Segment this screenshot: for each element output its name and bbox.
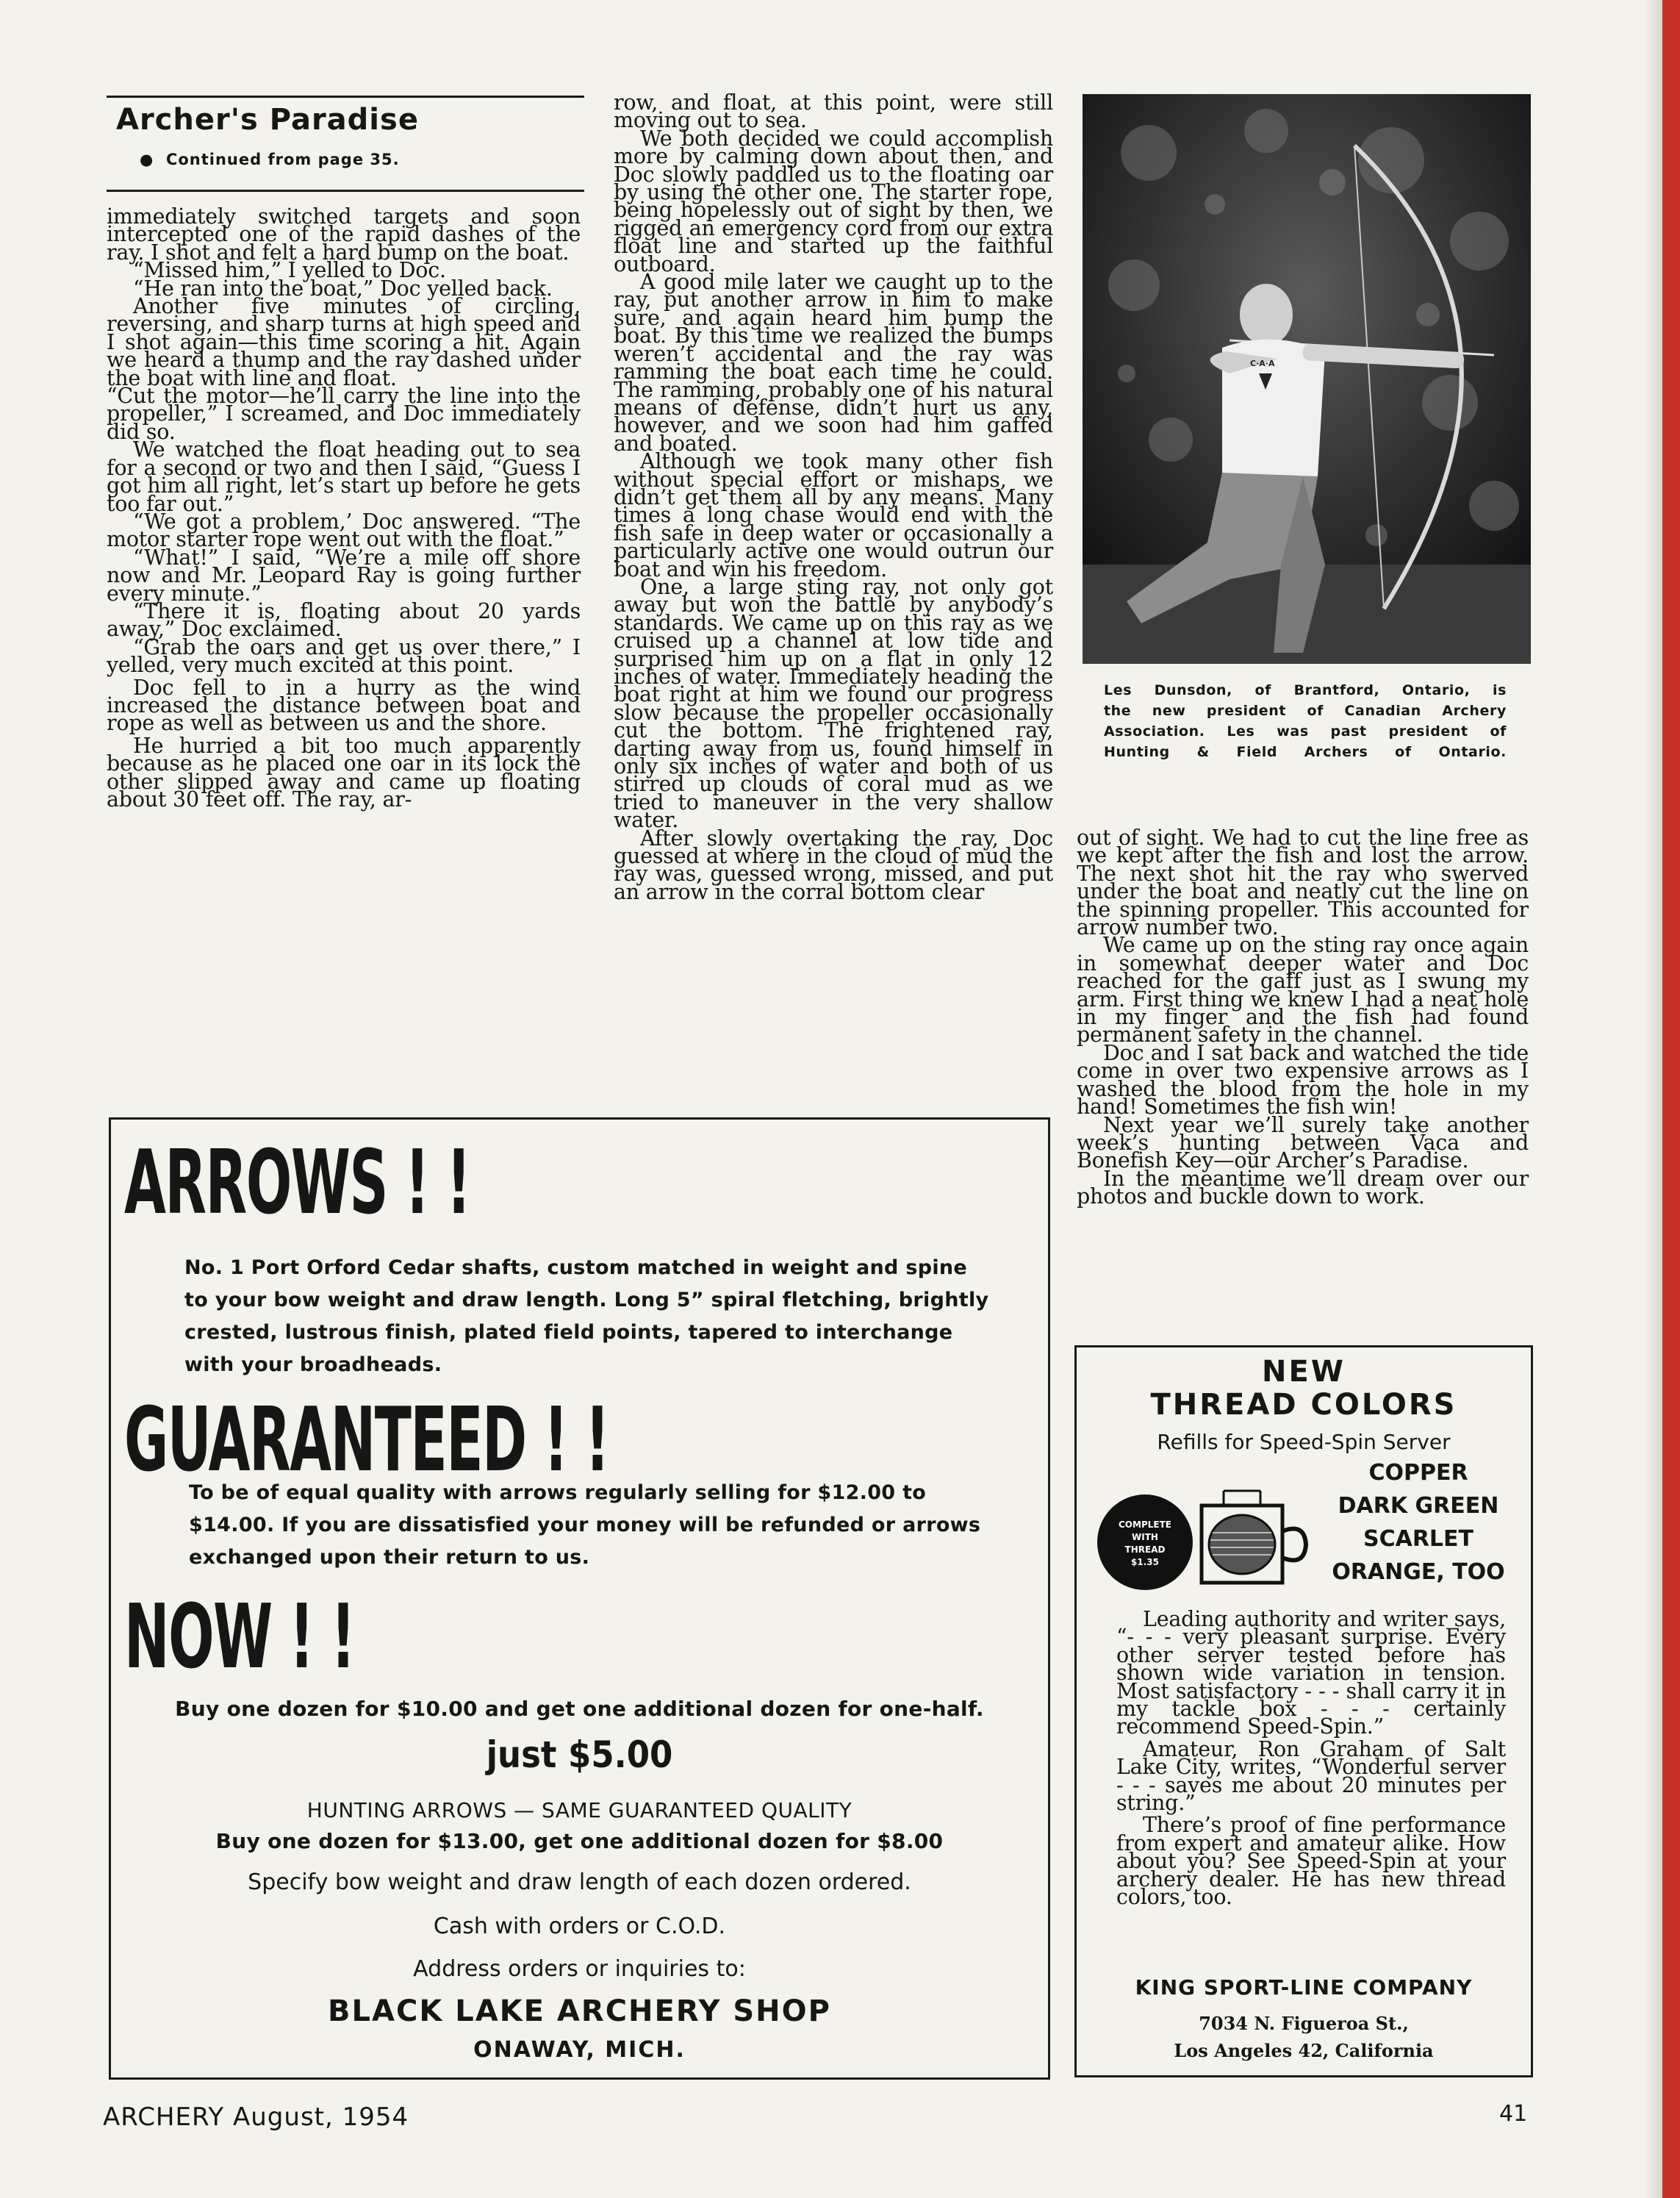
badge-line: $1.35 <box>1131 1557 1159 1567</box>
paragraph: He hurried a bit too much apparently because as he placed one oar in its lock the other slipped away and came up floating about 30 feet off. The ray, ar- <box>107 733 581 812</box>
paragraph: Doc fell to in a hurry as the wind increased the distance between boat and rope as well as between us and the shore. <box>107 675 581 736</box>
thread-color: ORANGE, TOO <box>1332 1559 1505 1585</box>
paragraph: Doc and I sat back and watched the tide come in over two expensive arrows as I washed the blood from the hole in my hand! Sometimes the fish win! <box>1077 1040 1529 1120</box>
shirt-logo-text: C·A·A <box>1250 359 1275 368</box>
ad-price: just $5.00 <box>486 1733 673 1776</box>
ad-shop-city: ONAWAY, MICH. <box>473 2037 686 2063</box>
ad-address-label: Address orders or inquiries to: <box>413 1956 746 1982</box>
article-title: Archer's Paradise <box>116 103 419 137</box>
ad-specify: Specify bow weight and draw length of each dozen ordered. <box>248 1869 911 1895</box>
archer-photo <box>1083 94 1531 664</box>
ad-offer: Buy one dozen for $10.00 and get one additional dozen for one-half. <box>175 1697 984 1721</box>
continued-note <box>140 151 400 168</box>
badge-line: WITH <box>1132 1532 1158 1542</box>
thread-color: DARK GREEN <box>1338 1493 1499 1519</box>
complete-badge <box>1097 1494 1193 1590</box>
paragraph: We watched the float heading out to sea for a second or two and then I said, “Guess I got him all right, let’s start up before he gets too far out.” <box>107 437 581 516</box>
thread-ad-city: Los Angeles 42, California <box>1174 2040 1434 2061</box>
paragraph: One, a large sting ray, not only got away but won the battle by anybody’s standards. We came up on this ray as we cruised up a channel at low tide and surprised him up on a flat in only 12 inches of water. Immediately heading the boat right at him we found our progress slow because the propeller occasionally cut the bottom. The frightened ray, darting away from us, found himself in only six inches of water and both of us stirred up clouds of coral mud as we tried to maneuver in the very shallow water. <box>614 574 1053 833</box>
paragraph: out of sight. We had to cut the line free as we kept after the fish and lost the arrow. The next shot hit the ray who swerved under the boat and neatly cut the line on the spinning propeller. This accounted for arrow number two. <box>1077 826 1529 940</box>
thread-ad-subhead: Refills for Speed-Spin Server <box>1157 1430 1451 1454</box>
paragraph: There’s proof of fine performance from expert and amateur alike. How about you? See Speed-Spin at your archery dealer. He has new thread colors, too. <box>1116 1813 1506 1910</box>
badge-line: THREAD <box>1124 1544 1166 1555</box>
paragraph: immediately switched targets and soon intercepted one of the rapid dashes of the ray. I shot and felt a hard bump on the boat. <box>107 204 581 265</box>
photo-caption <box>1104 680 1507 762</box>
thread-ad-company: KING SPORT-LINE COMPANY <box>1135 1975 1473 2000</box>
thread-ad-street: 7034 N. Figueroa St., <box>1199 2013 1409 2034</box>
paragraph: Leading authority and writer says, “- - - very pleasant surprise. Every other server tested before has shown wide variation in tension. Most satisfactory - - - shall carry it in my tackle box - - - certainly recommend Speed-Spin.” <box>1116 1607 1506 1739</box>
ad-headline-guaranteed: GUARANTEED ! ! <box>124 1389 609 1492</box>
paragraph: Another five minutes of circling, reversing, and sharp turns at high speed and I shot again—this time scoring a hit. Again we heard a thump and the ray dashed under the boat with line and float. <box>107 294 581 390</box>
paragraph: “We got a problem,’ Doc answered. “The motor starter rope went out with the float.” <box>107 509 581 552</box>
page-edge <box>1662 0 1680 2198</box>
continued-text: Continued from page 35. <box>165 151 400 168</box>
ad-shop-name: BLACK LAKE ARCHERY SHOP <box>328 1994 831 2028</box>
thread-ad-new: NEW <box>1262 1355 1346 1389</box>
paragraph: “There it is, floating about 20 yards away,” Doc exclaimed. <box>107 598 581 642</box>
paragraph: row, and float, at this point, were still moving out to sea. <box>614 90 1053 133</box>
ad-cash: Cash with orders or C.O.D. <box>433 1914 726 1939</box>
paragraph: We came up on the sting ray once again in somewhat deeper water and Doc reached for the gaff just as I swung my arm. First thing we knew I had a neat hole in my finger and the fish had found permanent safety in the channel. <box>1077 933 1529 1048</box>
caption-line: Hunting & Field Archers of Ontario. <box>1104 744 1507 760</box>
paragraph: Amateur, Ron Graham of Salt Lake City, writes, “Wonderful server - - - saves me about 20 minutes per string.” <box>1116 1736 1506 1816</box>
thread-color: SCARLET <box>1363 1526 1473 1552</box>
ad-headline-arrows: ARROWS ! ! <box>124 1132 470 1234</box>
thread-ad-body <box>1116 1607 1506 1910</box>
title-top-rule <box>107 96 584 98</box>
caption-line: the new president of Canadian Archery <box>1104 703 1507 719</box>
ad-guarantee-text: To be of equal quality with arrows regularly selling for $12.00 to $14.00. If you are dissatisfied your money will be refunded or arrows exchanged upon their return to us. <box>189 1481 981 1569</box>
article-column-3 <box>1077 826 1529 1209</box>
paragraph: “Missed him,” I yelled to Doc. <box>133 258 446 283</box>
paragraph: Next year we’ll surely take another week’s hunting between Vaca and Bonefish Key—our Archer’s Paradise. <box>1077 1112 1529 1173</box>
paragraph: “What!” I said, “We’re a mile off shore now and Mr. Leopard Ray is going further every minute.” <box>107 545 581 606</box>
badge-line: COMPLETE <box>1119 1519 1171 1530</box>
ad-hunting-offer: Buy one dozen for $13.00, get one additional dozen for $8.00 <box>215 1829 944 1853</box>
thread-colors-list <box>1312 1456 1525 1589</box>
caption-line: Association. Les was past president of <box>1104 723 1507 740</box>
footer-magazine-date: ARCHERY August, 1954 <box>103 2102 409 2132</box>
arrows-advertisement <box>109 1117 1050 2080</box>
paragraph: “Grab the oars and get us over there,” I yelled, very much excited at this point. <box>107 634 581 678</box>
ad-arrows-description: No. 1 Port Orford Cedar shafts, custom matched in weight and spine to your bow weight and draw length. Long 5” spiral fletching, brightly crested, lustrous finish, plated field points, tapered to interchange with your broadheads. <box>184 1256 989 1376</box>
ad-headline-now: NOW ! ! <box>124 1586 355 1689</box>
paragraph: In the meantime we’ll dream over our photos and buckle down to work. <box>1077 1166 1529 1209</box>
title-bottom-rule <box>107 190 584 192</box>
paragraph: “He ran into the boat,” Doc yelled back. <box>133 276 553 301</box>
article-column-2 <box>614 90 1053 904</box>
page-edge-shadow <box>1645 0 1662 2198</box>
thread-color: COPPER <box>1368 1460 1468 1486</box>
footer-page-number: 41 <box>1499 2101 1528 2127</box>
archer-photo-illustration <box>1083 94 1531 664</box>
article-column-1 <box>107 204 581 812</box>
thread-ad-headline: THREAD COLORS <box>1150 1388 1457 1422</box>
thread-server-icon <box>1180 1487 1315 1597</box>
ad-hunting-arrows: HUNTING ARROWS — SAME GUARANTEED QUALITY <box>306 1798 852 1822</box>
paragraph: A good mile later we caught up to the ray, put another arrow in him to make sure, and again heard him bump the boat. By this time we realized the bumps weren’t accidental and the ray was ramming the boat each time he could. The ramming, probably one of his natural means of defense, didn’t hurt us any, however, and we soon had him gaffed and boated. <box>614 270 1053 456</box>
paragraph: We both decided we could accomplish more by calming down about then, and Doc slowly paddled us to the floating oar by using the other one. The starter rope, being hopelessly out of sight by then, we rigged an emergency cord from our extra float line and started up the faithful outboard. <box>614 126 1053 276</box>
paragraph: Although we took many other fish without special effort or mishaps, we didn’t get them all by any means. Many times a long chase would end with the fish safe in deep water or occasionally a particularly active one would outrun our boat and win his freedom. <box>614 449 1053 581</box>
paragraph: After slowly overtaking the ray, Doc guessed at where in the cloud of mud the ray was, guessed wrong, missed, and put an arrow in the corral bottom clear <box>614 826 1053 904</box>
bullet-icon: ● <box>140 151 166 168</box>
paragraph: “Cut the motor—he’ll carry the line into the propeller,” I screamed, and Doc immediately did so. <box>107 384 581 444</box>
thread-advertisement <box>1074 1345 1533 2077</box>
caption-line: Les Dunsdon, of Brantford, Ontario, is <box>1104 682 1507 698</box>
